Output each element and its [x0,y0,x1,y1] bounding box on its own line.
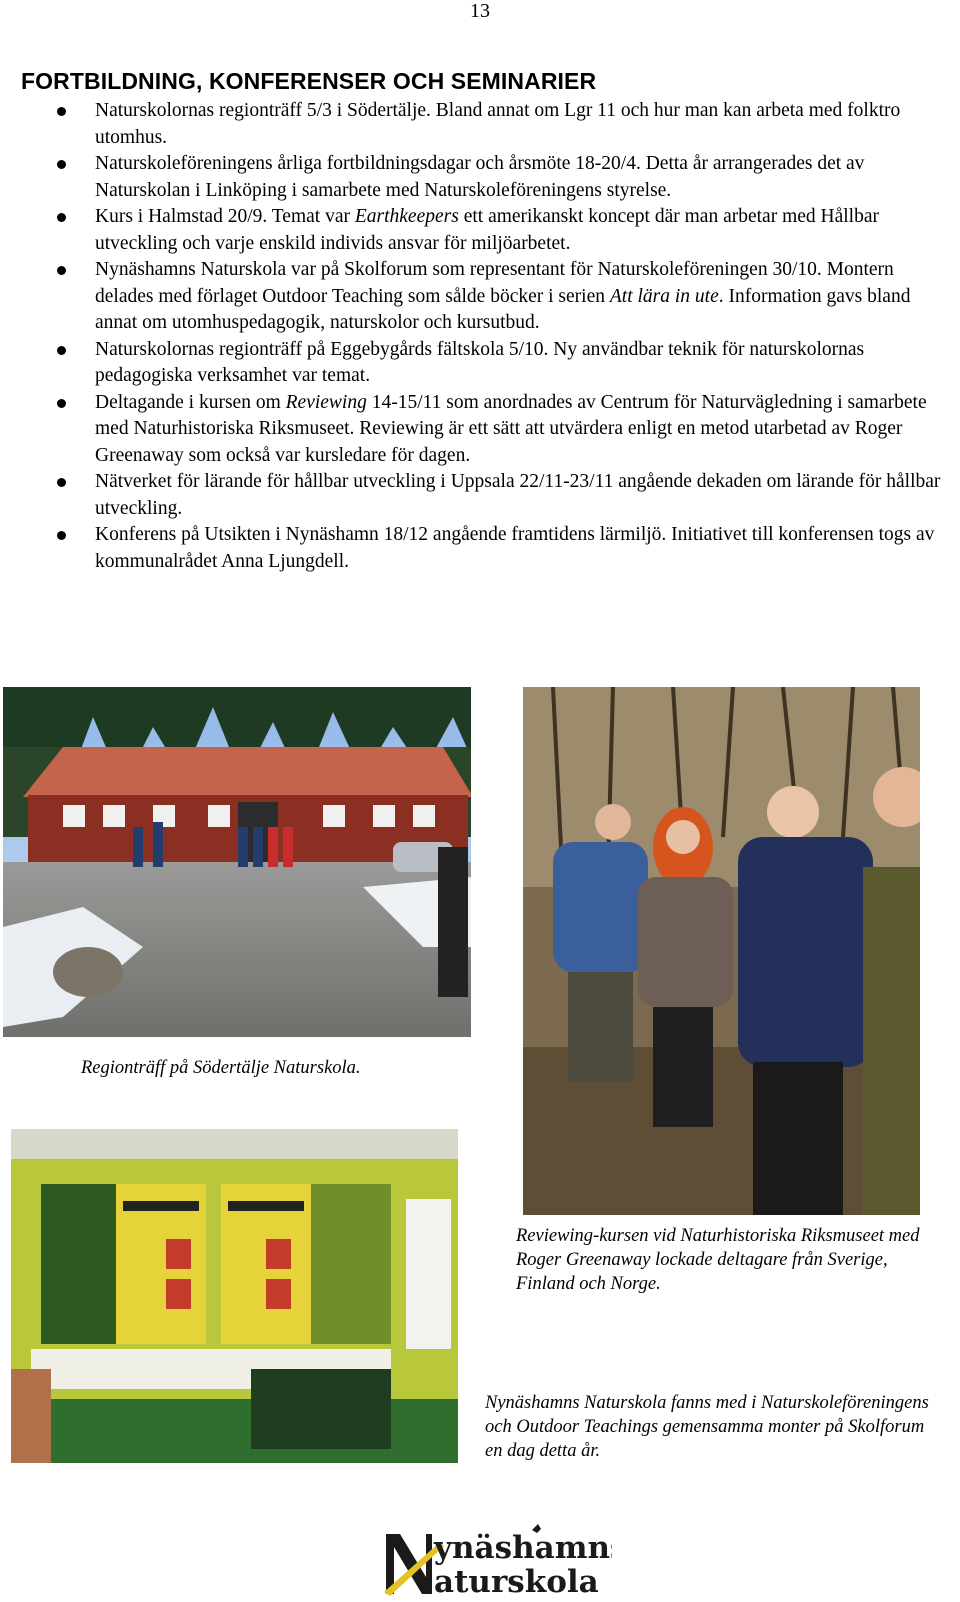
activity-item [55,98,955,151]
photo-reviewing-course [523,687,920,1215]
photo-sodertalje-naturskola [3,687,471,1037]
item-text: Nynäshamns Naturskola var på Skolforum som representant för Naturskoleföreningen 30/10. Montern delades med förlaget Outdoor Teaching som sålde böcker i serien [95,259,894,307]
caption-photo-2: Reviewing-kursen vid Naturhistoriska Riksmuseet med Roger Greenaway lockade deltagare från Sverige, Finland och Norge. [516,1226,920,1294]
item-text: Nätverket för lärande för hållbar utveckling i Uppsala 22/11-23/11 angående dekaden om lärande för hållbar utveckling. [95,471,941,519]
bullet-icon [57,213,66,222]
bullet-icon [57,160,66,169]
logo-line-2: aturskola [434,1564,599,1597]
item-text: Naturskolornas regionträff på Eggebygårds fältskola 5/10. Ny användbar teknik för naturskolornas pedagogiska verksamhet var temat. [95,338,865,386]
bullet-icon [57,531,66,540]
bullet-icon [57,478,66,487]
photo-skolforum-booth [11,1129,458,1463]
bullet-icon [57,346,66,355]
activity-item [55,337,955,390]
emphasis-text: Reviewing [285,391,367,413]
emphasis-text: Earthkeepers [354,206,459,227]
item-text: Naturskolornas regionträff 5/3 i Södertälje. Bland annat om Lgr 11 och hur man kan arbeta med folktro utomhus. [95,100,901,148]
nynashamns-naturskola-logo [382,1522,612,1597]
activity-item [55,390,955,470]
bullet-icon [57,107,66,116]
item-text: Kurs i Halmstad 20/9. Temat var [95,206,355,227]
bullet-icon [57,399,66,408]
item-text: Naturskoleföreningens årliga fortbildningsdagar och årsmöte 18-20/4. Detta år arrangerades det av Naturskolan i Linköping i samarbete med Naturskoleföreningens styrelse. [95,153,865,201]
item-text: ett amerikanskt koncept där man arbetar med Hållbar utveckling och varje enskild individs ansvar för miljöarbetet. [95,206,879,254]
activity-item [55,204,955,257]
caption-photo-3: Nynäshamns Naturskola fanns med i Naturskoleföreningens och Outdoor Teachings gemensamma monter på Skolforum en dag detta år. [485,1393,929,1461]
emphasis-text: Att lära in ute [609,285,719,307]
item-text: Deltagande i kursen om [95,391,286,413]
activity-item [55,522,955,575]
activity-item [55,151,955,204]
activity-item [55,257,955,337]
item-text: 14-15/11 som anordnades av Centrum för Naturvägledning i samarbete med Naturhistoriska Riksmuseet. Reviewing är ett sätt att utvärdera enligt en metod utarbetad av Roger Greenaway som också var kursledare för dagen. [95,391,927,466]
caption-photo-1: Regionträff på Södertälje Naturskola. [81,1058,361,1078]
activity-list [55,98,955,575]
section-heading: FORTBILDNING, KONFERENSER OCH SEMINARIER [21,68,597,94]
logo-line-1: ynäshamns [434,1530,612,1566]
activity-item [55,469,955,522]
bullet-icon [57,266,66,275]
item-text: . Information gavs bland annat om utomhuspedagogik, naturskolor och kursutbud. [95,285,911,333]
page-number: 13 [470,0,490,22]
item-text: Konferens på Utsikten i Nynäshamn 18/12 angående framtidens lärmiljö. Initiativet till konferensen togs av kommunalrådet Anna Ljungdell. [95,524,935,572]
